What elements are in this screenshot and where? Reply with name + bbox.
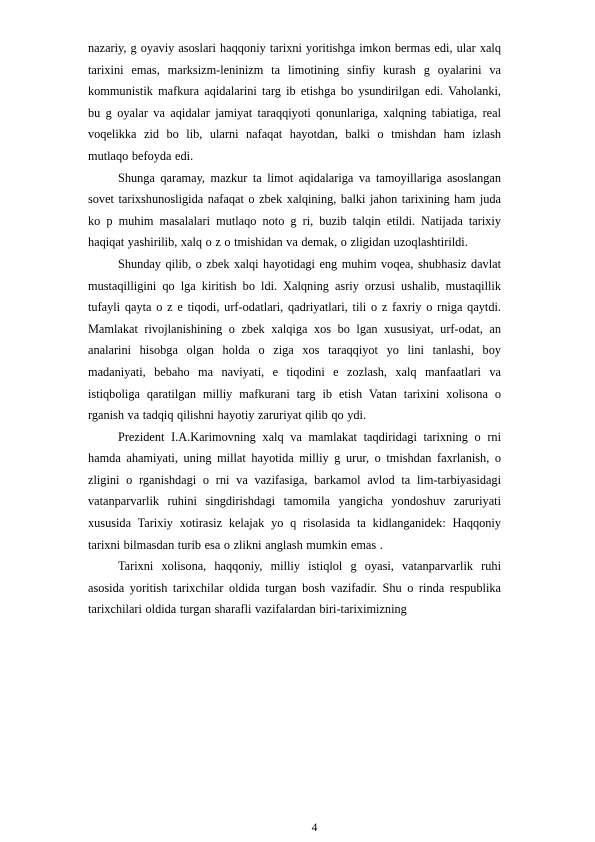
paragraph-continued: nazariy, g oyaviy asoslari haqqoniy tarixni yoritishga imkon bermas edi, ular xalq tarixini emas, marksizm-leninizm ta limotining sinfiy kurash g oyalarini va kommunistik mafkura aqidalarini targ ib etishga bo ysundirilgan edi. Vaholanki, bu g oyalar va aqidalar jamiyat taraqqiyoti qonunlariga, xalqning tabiatiga, real voqelikka zid bo lib, ularni nafaqat hayotdan, balki o tmishdan ham izlash mutlaqo befoyda edi. <box>88 41 501 163</box>
page-number: 4 <box>311 822 318 834</box>
paragraph: Prezident I.A.Karimovning xalq va mamlakat taqdiridagi tarixning o rni hamda ahamiyati, uning millat hayotida milliy g urur, o tmishdan faxrlanish, o zligini o rganishdagi o rni va vazifasiga, barkamol avlod ta lim-tarbiyasidagi vatanparvarlik ruhini singdirishdagi tamomila yangicha yondoshuv zaruriyati xususida Tarixiy xotirasiz kelajak yo q risolasida ta kidlanganidek: Haqqoniy tarixni bilmasdan turib esa o zlikni anglash mumkin emas . <box>88 429 501 552</box>
paragraph: Tarixni xolisona, haqqoniy, milliy istiqlol g oyasi, vatanparvarlik ruhi asosida yoritish tarixchilar oldida turgan bosh vazifadir. Shu o rinda respublika tarixchilari oldida turgan sharafli vazifalardan biri-tariximizning <box>88 559 501 617</box>
paragraph: Shunday qilib, o zbek xalqi hayotidagi eng muhim voqea, shubhasiz davlat mustaqilligini qo lga kiritish bo ldi. Xalqning asriy orzusi ushalib, mustaqillik tufayli qayta o z e tiqodi, urf-odatlari, qadriyatlari, tili o z faxriy o rniga qaytdi. Mamlakat rivojlanishining o zbek xalqiga xos bo lgan xususiyat, urf-odat, an analarini hisobga olgan holda o ziga xos taraqqiyot yo lini tanlashi, boy madaniyati, bebaho ma naviyati, e tiqodini e zozlash, xalq manfaatlari va istiqboliga qaratilgan milliy mafkurani targ ib etish Vatan tarixini xolisona o rganish va tadqiq qilishni hayotiy zaruriyat qilib qo ydi. <box>88 256 501 423</box>
paragraph: Shunga qaramay, mazkur ta limot aqidalariga va tamoyillariga asoslangan sovet tarixshunosligida nafaqat o zbek xalqining, balki jahon tarixining ham juda ko p muhim masalalari mutlaqo noto g ri, buzib talqin etildi. Natijada tarixiy haqiqat yashirilib, xalq o z o tmishidan va demak, o zligidan uzoqlashtirildi. <box>88 170 501 250</box>
body-text <box>88 38 501 621</box>
